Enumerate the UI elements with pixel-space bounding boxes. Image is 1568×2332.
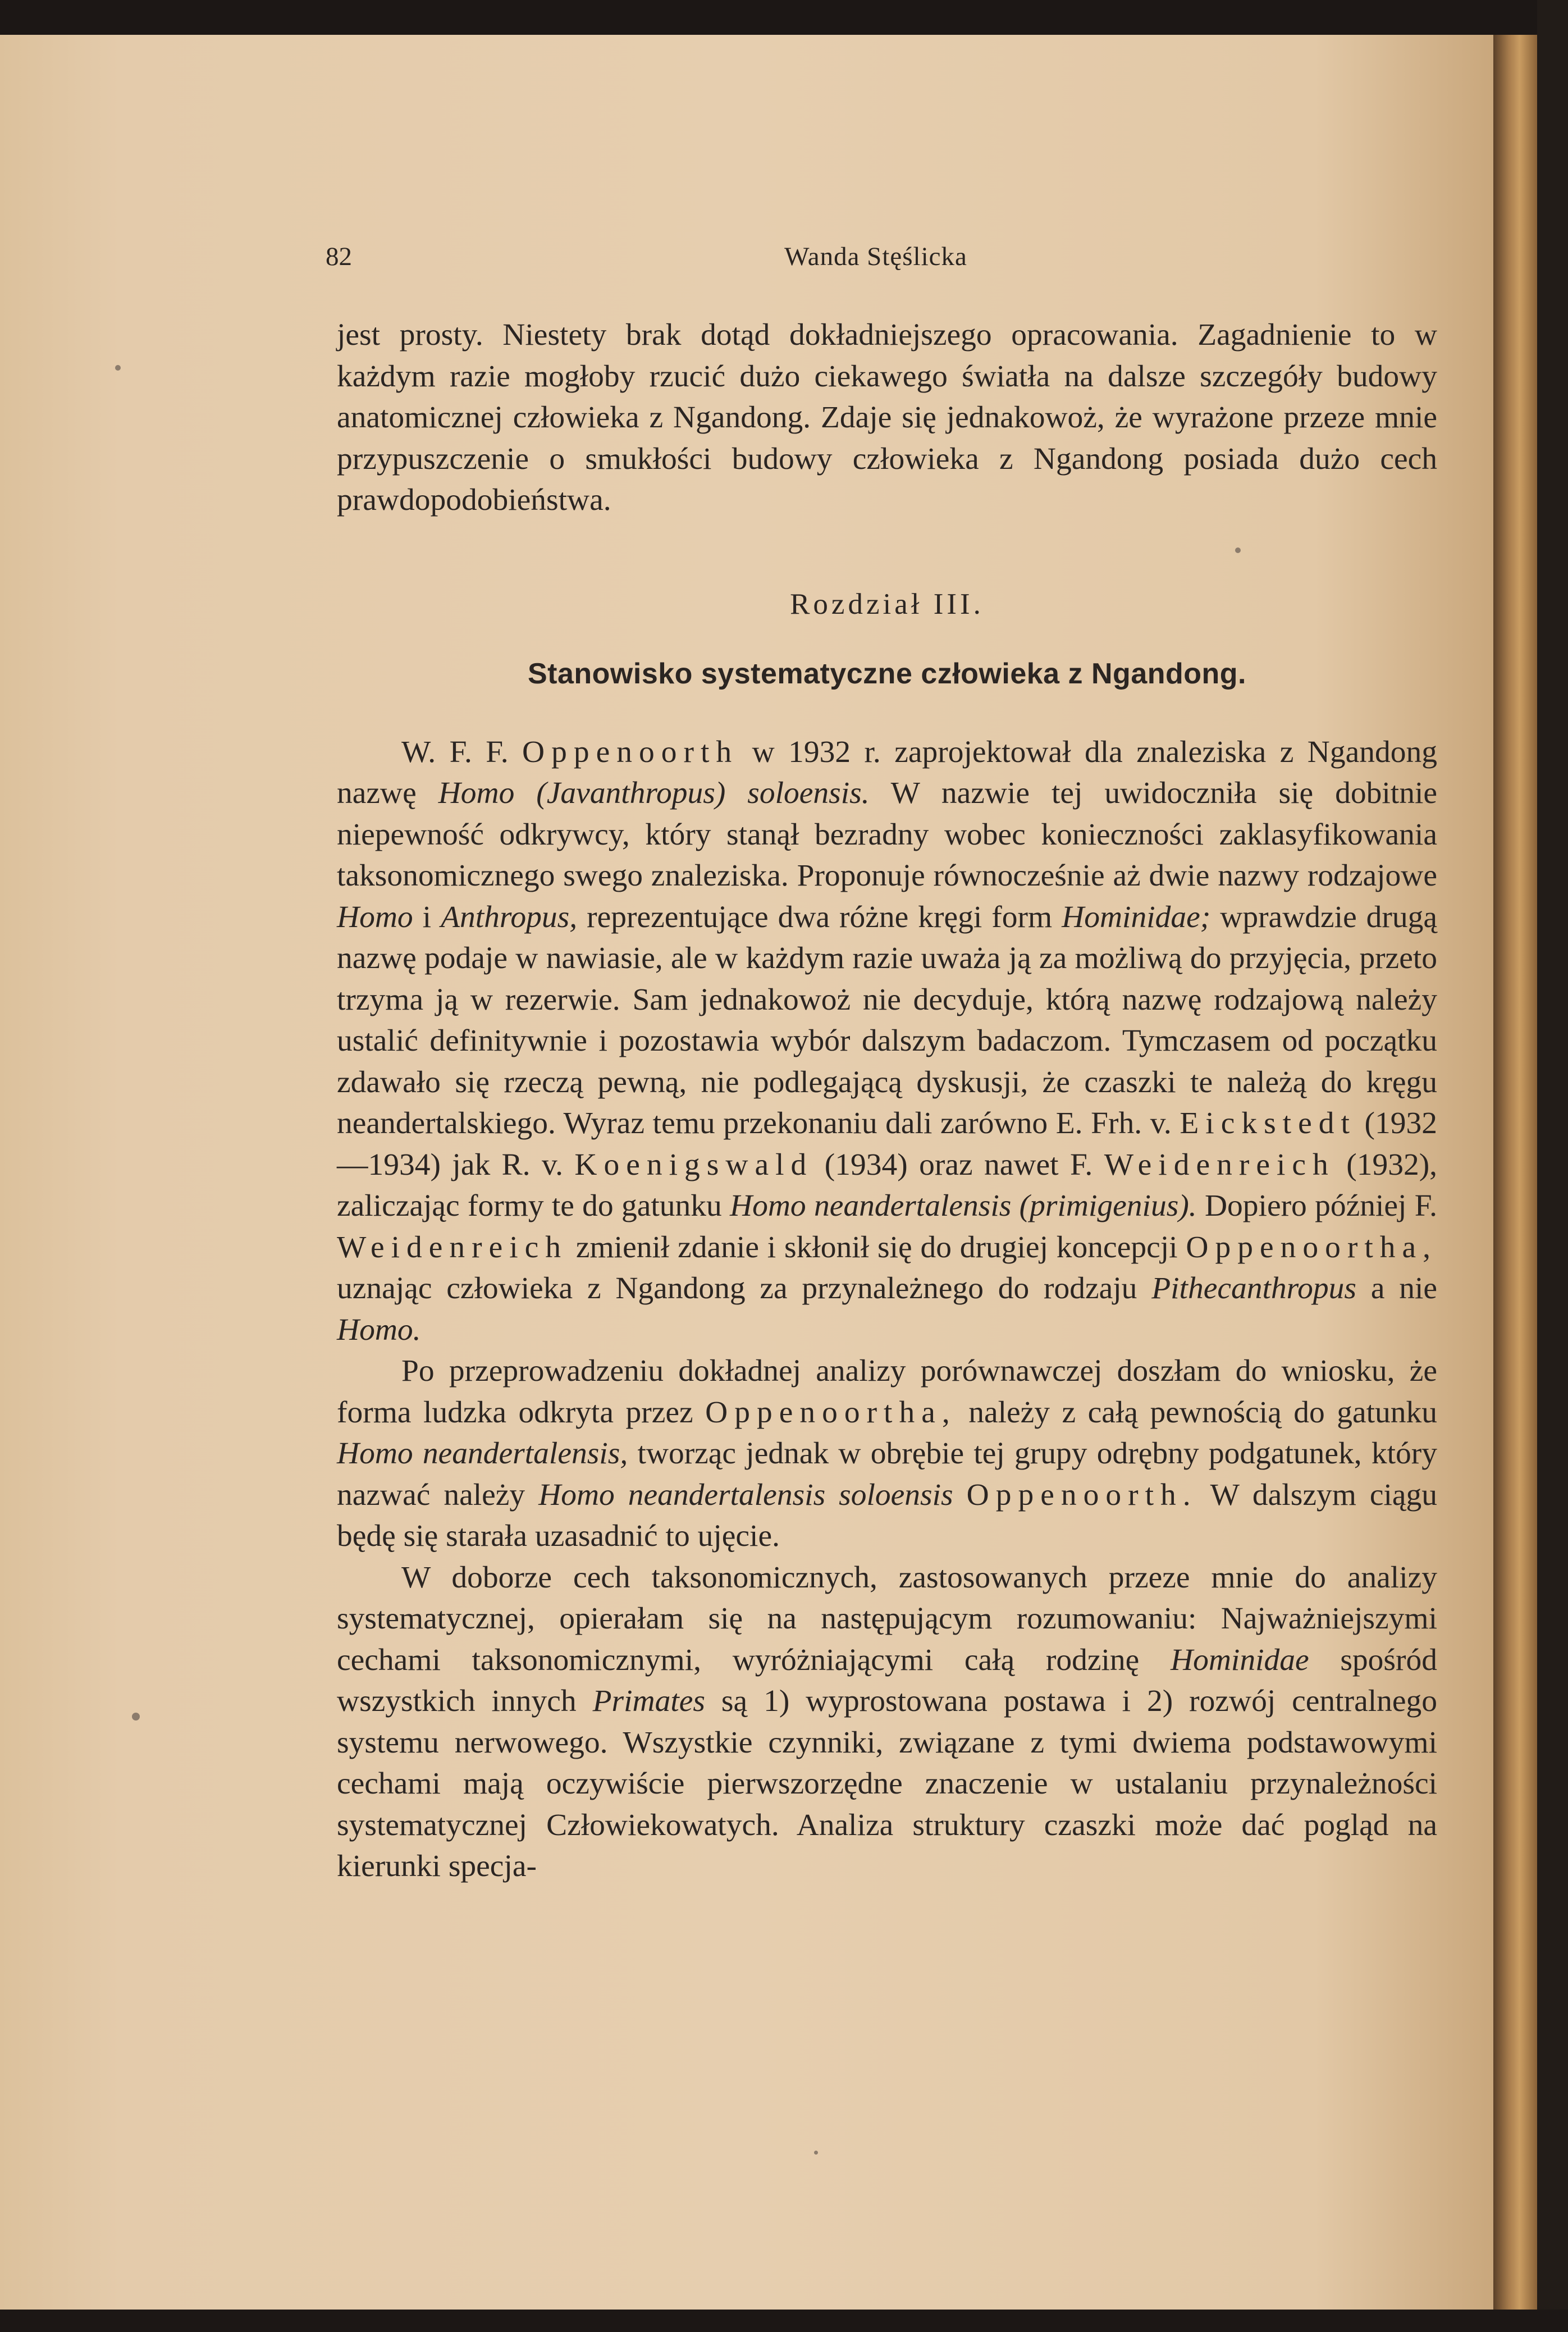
text-run: Dopiero później F. [1204, 1189, 1437, 1223]
text-run: są 1) wyprostowana postawa i 2) rozwój centralnego systemu nerwowego. Wszystkie czynniki, związane z tymi dwiema podstawowymi cechami mają oczywiście pierwszorzędne znaczenie w ustalaniu przynależności systematycznej Człowiekowatych. Analiza struktury czaszki może dać pogląd na kierunki specja- [337, 1684, 1438, 1883]
text-run: W nazwie tej uwidoczniła się dobitnie niepewność odkrywcy, który stanął bezradny wobec konieczności zaklasyfikowania taksonomicznego swego znaleziska. Proponuje równocześnie aż dwie nazwy rodzajowe [337, 776, 1438, 893]
paragraph-1 [337, 732, 1437, 1351]
author-name: Weidenreich [1104, 1147, 1335, 1182]
scan-bottom-border [0, 2310, 1568, 2332]
author-name: Weidenreich [337, 1230, 568, 1265]
author-name: Oppenoorth. [966, 1477, 1197, 1512]
text-run: w 1932 r. zaprojektował dla znaleziska z Ngandong nazwę [337, 734, 1437, 810]
text-run: W doborze cech taksonomicznych, zastosowanych przeze mnie do analizy systematycznej, opierałam się na następującym rozumowaniu: Najważniejszymi cechami taksonomicznymi, wyróżniającymi całą rodzinę [337, 1560, 1437, 1677]
taxon-name: Primates [592, 1684, 705, 1718]
paper-speck [115, 365, 121, 371]
text-run: zmienił zdanie i skłonił się do drugiej koncepcji [575, 1230, 1178, 1265]
author-name: Koenigswald [574, 1147, 813, 1182]
text-run: uznając człowieka z Ngandong za przynależnego do rodzaju [337, 1271, 1137, 1306]
text-run: W dalszym ciągu będę się starała uzasadnić to ujęcie. [337, 1477, 1438, 1553]
taxon-name: Pithecanthropus [1151, 1271, 1357, 1306]
running-head [326, 241, 1426, 286]
taxon-name: Homo neandertalensis soloensis [538, 1477, 953, 1512]
paper-speck [814, 2151, 818, 2155]
running-head-title: Wanda Stęślicka [784, 242, 967, 271]
scan-top-border [0, 0, 1568, 35]
text-run: tworząc jednak w obrębie tej grupy odrębny podgatunek, który nazwać należy [337, 1436, 1438, 1512]
text-run: reprezentujące dwa różne kręgi form [587, 900, 1053, 934]
taxon-name: Homo neandertalensis, [337, 1436, 628, 1471]
text-run: i [422, 900, 432, 934]
taxon-name: Anthropus, [441, 900, 578, 934]
taxon-name: Homo [337, 900, 413, 934]
text-run: (1934) oraz nawet F. [824, 1147, 1093, 1182]
body-text [337, 314, 1437, 1887]
paper-speck [132, 1713, 140, 1721]
page-number: 82 [326, 242, 352, 271]
taxon-name: Hominidae; [1062, 900, 1211, 934]
taxon-name: Homo neandertalensis (primigenius). [730, 1189, 1197, 1223]
text-run: (1932—1934) jak R. v. [337, 1106, 1438, 1182]
text-run: spośród wszystkich innych [337, 1642, 1438, 1718]
text-run: należy z całą pewnością do gatunku [968, 1395, 1438, 1430]
taxon-name: Homo. [337, 1312, 421, 1347]
text-run: a nie [1370, 1271, 1438, 1306]
author-name: Eickstedt [1180, 1106, 1356, 1140]
text-run: wprawdzie drugą nazwę podaje w nawiasie, ale w każdym razie uważa ją za możliwą do przyjęcia, przeto trzyma ją w rezerwie. Sam jednakowoż nie decyduje, którą nazwę rodzajową należy ustalić definitywnie i pozostawia wybór dalszym badaczom. Tymczasem od początku zdawało się rzeczą pewną, nie podlegającą dyskusji, że czaszki te należą do kręgu neandertalskiego. Wyraz temu przekonaniu dali zarówno E. Frh. v. [337, 900, 1438, 1140]
taxon-name: Homo (Javanthropus) soloensis. [438, 776, 870, 810]
author-name: Oppenoortha, [705, 1395, 957, 1430]
text-run: W. F. F. [401, 734, 509, 769]
book-spine [1493, 35, 1537, 2310]
author-name: Oppenoortha, [1186, 1230, 1438, 1265]
paragraph-2 [337, 1350, 1437, 1557]
section-title: Stanowisko systematyczne człowieka z Ngandong. [527, 658, 1246, 690]
taxon-name: Hominidae [1171, 1642, 1309, 1677]
scan-right-border [1537, 0, 1568, 2332]
author-name: Oppenoorth [522, 734, 739, 769]
intro-paragraph: jest prosty. Niestety brak dotąd dokładniejszego opracowania. Zagadnienie to w każdym razie mogłoby rzucić dużo ciekawego światła na dalsze szczegóły budowy anatomicznej człowieka z Ngandong. Zdaje się jednakowoż, że wyrażone przeze mnie przypuszczenie o smukłości budowy człowieka z Ngandong posiada dużo cech prawdopodobieństwa. [337, 318, 1437, 517]
text-run: (1932), zaliczając formy te do gatunku [337, 1147, 1438, 1223]
text-run: Po przeprowadzeniu dokładnej analizy porównawczej doszłam do wniosku, że forma ludzka odkryta przez [337, 1354, 1437, 1430]
chapter-heading: Rozdział III. [790, 587, 984, 620]
paragraph-3 [337, 1557, 1437, 1887]
